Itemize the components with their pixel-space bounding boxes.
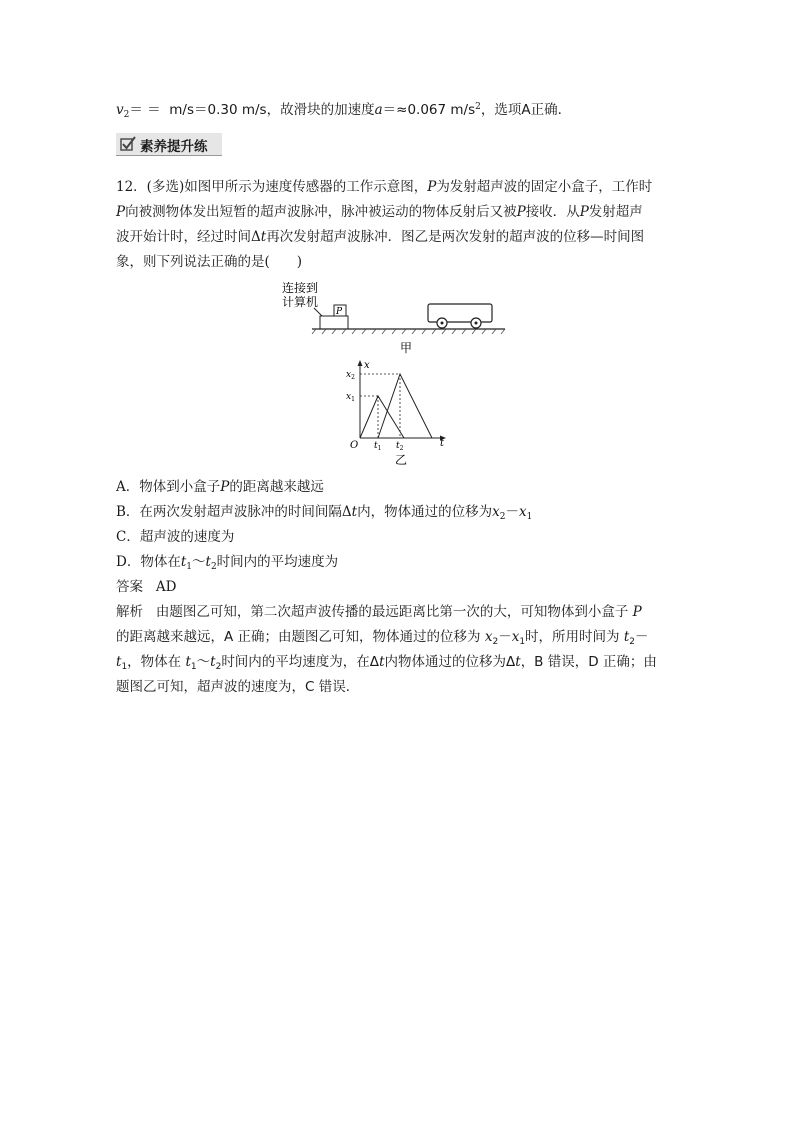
var-P: P	[116, 204, 126, 220]
var-t: t	[379, 654, 385, 670]
analysis-line-2	[116, 627, 649, 652]
var-t: t	[260, 229, 267, 245]
label-connect: 连接到	[282, 281, 319, 295]
analysis-label: 解析	[116, 604, 143, 620]
option-b	[116, 502, 532, 527]
var-P: P	[516, 204, 526, 220]
analysis-text: 的距离越来越远，A 正确；由题图乙可知，物体通过的位移为	[116, 629, 481, 645]
var-P: P	[220, 479, 230, 495]
question-line-3	[116, 227, 644, 247]
label-t1: $t_1$	[374, 441, 382, 452]
section-badge	[116, 133, 222, 155]
minus: －	[635, 629, 649, 645]
var-x: x	[484, 629, 493, 645]
analysis-text: 内物体通过的位移为Δ	[384, 654, 516, 670]
wire	[314, 308, 322, 316]
sub: 2	[215, 662, 222, 672]
text-mid: m/s＝0.30 m/s，故滑块的加速度	[169, 102, 375, 118]
analysis-line-1	[116, 602, 642, 622]
q-text: 再次发射超声波脉冲．图乙是两次发射的超声波的位移—时间图	[266, 229, 645, 245]
option-text: A．物体到小盒子	[116, 479, 221, 495]
label-computer: 计算机	[282, 295, 319, 309]
option-text: B．在两次发射超声波脉冲的时间间隔Δ	[116, 504, 352, 520]
var-x: x	[492, 504, 500, 520]
figure-jia	[282, 278, 520, 356]
q-text: 发射超声	[588, 204, 643, 220]
delta: Δ	[251, 229, 261, 245]
y-axis-label: x	[364, 360, 370, 371]
analysis-text: ，物体在	[127, 654, 182, 670]
option-text: 时间内的平均速度为	[216, 554, 339, 570]
sub: 2	[499, 512, 506, 522]
var-x: x	[518, 504, 527, 520]
wheel-hub	[441, 322, 444, 325]
origin-label: O	[350, 440, 359, 451]
analysis-text: 时，所用时间为	[525, 629, 620, 645]
sub: 1	[186, 562, 192, 572]
option-a	[116, 477, 324, 497]
label-x2: $x_2$	[346, 370, 355, 381]
var-t: t	[180, 554, 187, 570]
answer-label: 答案	[116, 579, 143, 595]
var-a: a	[374, 102, 383, 118]
tilde: ～	[196, 654, 211, 670]
var-P: P	[579, 204, 589, 220]
sub: 1	[519, 637, 526, 647]
sub: 2	[492, 637, 499, 647]
text-tail-b: ，选项A正确．	[480, 102, 572, 118]
var-P: P	[632, 604, 642, 620]
answer-value: AD	[155, 579, 177, 595]
answer-line	[116, 577, 176, 597]
analysis-line-3	[116, 652, 657, 677]
wheel-hub	[475, 322, 478, 325]
q-text: 波开始计时，经过时间	[116, 229, 251, 245]
q-text: 接收．从	[525, 204, 580, 220]
badge-underline	[116, 155, 222, 156]
q-text: 象，则下列说法正确的是( )	[116, 254, 303, 270]
analysis-text: ，B 错误，D 正确；由	[520, 654, 657, 670]
sup-2: 2	[475, 102, 481, 112]
q-text: 向被测物体发出短暂的超声波脉冲，脉冲被运动的物体反射后又被	[125, 204, 517, 220]
eq: ＝ ＝	[129, 102, 161, 118]
analysis-text: 时间内的平均速度为，在Δ	[221, 654, 380, 670]
cart-body	[428, 304, 492, 322]
minus: －	[505, 504, 519, 520]
var-t: t	[210, 654, 216, 670]
check-icon	[120, 136, 137, 152]
minus: －	[498, 629, 512, 645]
analysis-text: 题图乙可知，超声波的速度为，C 错误．	[116, 679, 360, 695]
y-arrow	[358, 360, 363, 366]
figure-yi	[340, 358, 460, 468]
var-x: x	[511, 629, 520, 645]
tilde: ～	[192, 554, 206, 570]
label-x1: $x_1$	[346, 392, 355, 403]
caption-yi: 乙	[395, 453, 408, 467]
var-t: t	[623, 629, 630, 645]
question-line-2	[116, 202, 643, 222]
sub: 2	[629, 637, 636, 647]
var-t: t	[351, 504, 358, 520]
top-line	[116, 97, 571, 125]
sub: 1	[526, 512, 533, 522]
option-text: 内，物体通过的位移为	[357, 504, 493, 520]
sub: 1	[190, 662, 197, 672]
q-text: 为发射超声波的固定小盒子，工作时	[436, 179, 653, 195]
sub: 1	[121, 662, 128, 672]
var-P: P	[427, 179, 437, 195]
var-t: t	[205, 554, 211, 570]
label-t2: $t_2$	[396, 441, 404, 452]
sub-2: 2	[123, 110, 130, 120]
analysis-line-4	[116, 677, 359, 697]
var-v: v	[116, 102, 124, 118]
question-line-4	[116, 252, 302, 272]
sub: 2	[210, 562, 217, 572]
pulse-2	[378, 374, 432, 438]
var-t: t	[185, 654, 191, 670]
option-text: C．超声波的速度为	[116, 529, 235, 545]
option-c	[116, 527, 234, 547]
label-P: P	[336, 307, 343, 317]
option-text: D．物体在	[116, 554, 181, 570]
ground-hatch	[312, 329, 505, 334]
analysis-text: 由题图乙可知，第二次超声波传播的最远距离比第一次的大，可知物体到小盒子	[155, 604, 629, 620]
option-text: 的距离越来越远	[229, 479, 324, 495]
var-t: t	[116, 654, 122, 670]
section-title: 素养提升练	[140, 139, 208, 155]
sensor-box-base	[320, 316, 348, 329]
question-line-1	[116, 177, 652, 197]
q-num: 12．(多选)如图甲所示为速度传感器的工作示意图，	[116, 179, 428, 195]
pulse-1	[360, 396, 404, 438]
x-axis-label: t	[440, 438, 445, 449]
text-tail: ＝≈0.067 m/s	[382, 102, 476, 118]
caption-jia: 甲	[400, 341, 413, 355]
var-t: t	[515, 654, 521, 670]
option-d	[116, 552, 338, 577]
